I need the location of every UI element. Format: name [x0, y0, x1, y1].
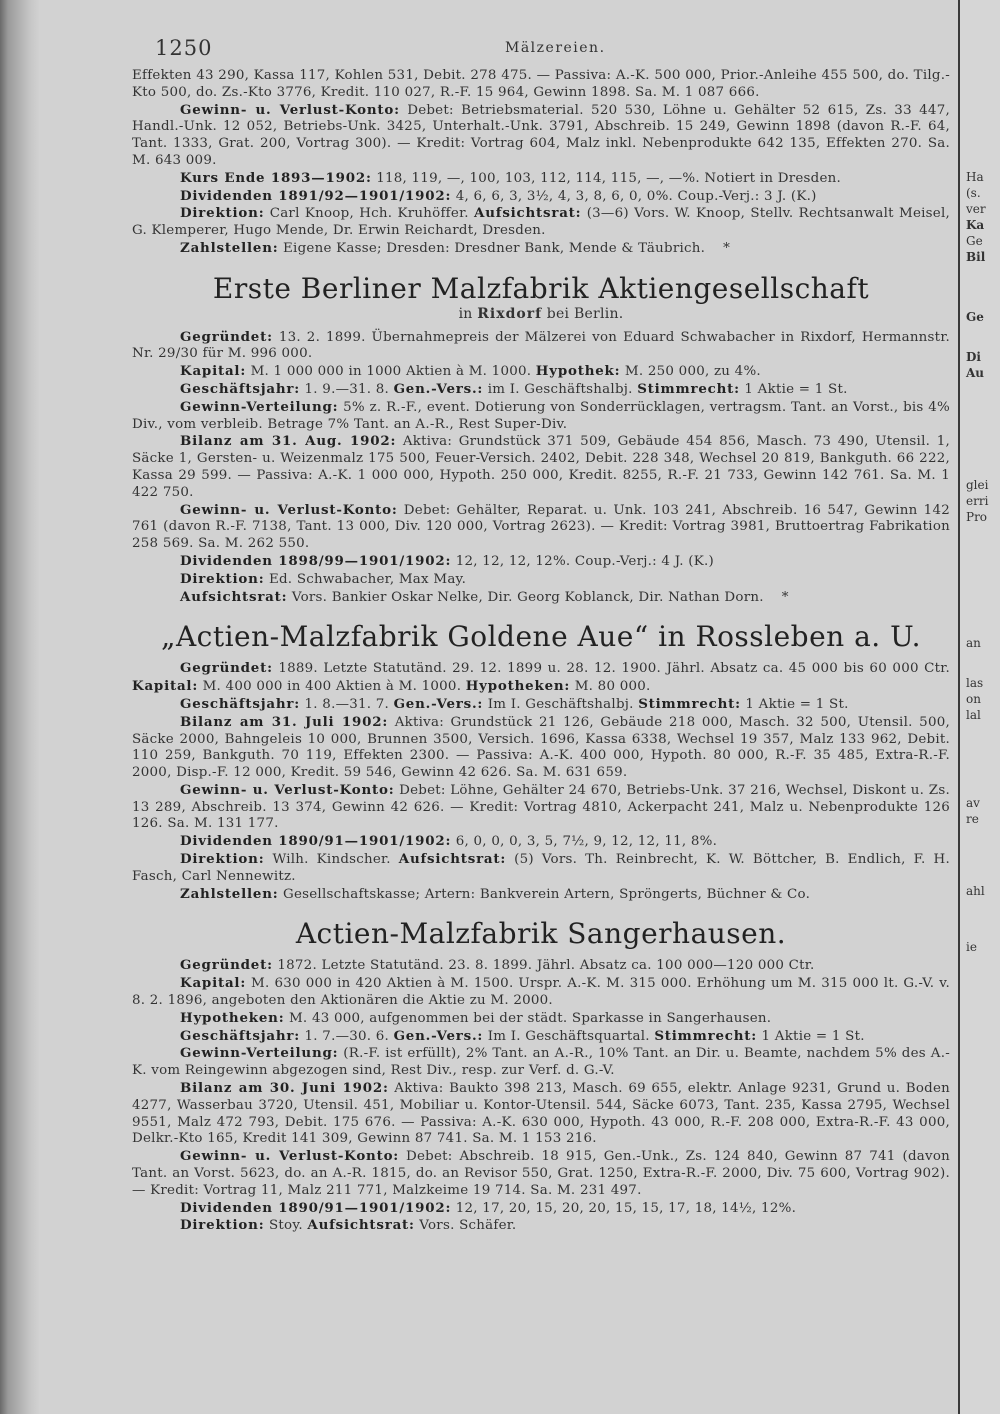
prev-entry-dir — [132, 205, 950, 240]
facing-fragment: glei — [966, 478, 989, 492]
entry3-gv-text: Im I. Geschäftsquartal. — [487, 1028, 650, 1044]
entry1-div-text: 12, 12, 12, 12%. Coup.-Verj.: 4 J. (K.) — [455, 553, 715, 569]
facing-fragment: Ha — [966, 170, 984, 184]
entry2-gegruendet-text: 1889. Letzte Statutänd. 29. 12. 1899 u. 28. 12. 1900. Jährl. Absatz ca. 45 000 bis 60 000 Ctr. — [278, 661, 950, 677]
entry1-gegruendet — [132, 329, 950, 364]
facing-fragment: Ge — [966, 310, 984, 324]
entry3-guv-text: Debet: Abschreib. 18 915, Gen.-Unk., Zs. 124 840, Gewinn 87 741 (davon Tant. an Vorst. 5623, do. an A.-R. 1815, do. an Revisor 550, Grat. 1250, Extra-R.-F. 2000, Div. 75 600, Vortrag 902). — Kredit: Vortrag 11, Malz 211 771, Malzkeime 19 714. Sa. M. 231 497. — [132, 1149, 951, 1198]
running-head: Mälzereien. — [505, 40, 606, 56]
page-gutter-shadow — [0, 0, 40, 1414]
label-gen-vers: Gen.-Vers.: — [393, 380, 484, 397]
facing-fragment: av — [966, 796, 980, 810]
entry3-hyp-text: M. 43 000, aufgenommen bei der städt. Sparkasse in Sangerhausen. — [288, 1010, 772, 1026]
entry2-gj-text: 1. 8.—31. 7. — [304, 696, 390, 712]
entry2-dir-text: Wilh. Kindscher. — [272, 852, 391, 868]
label-direktion: Direktion: — [180, 1217, 265, 1234]
label-gewinn-verlust: Gewinn- u. Verlust-Konto: — [180, 501, 398, 518]
prev-entry-balance: Effekten 43 290, Kassa 117, Kohlen 531, Debit. 278 475. — Passiva: A.-K. 500 000, Prior.-Anleihe 455 500, do. Tilg.-Kto 500, do. Zs.-Kto 3776, Kredit. 110 027, R.-F. 15 964, Gewinn 1898. Sa. M. 1 087 666. — [132, 68, 950, 100]
prev-entry-zs — [132, 240, 950, 258]
entry2-guv — [132, 782, 950, 833]
facing-fragment: Ka — [966, 218, 985, 232]
entry1-kapital-text: M. 1 000 000 in 1000 Aktien à M. 1000. — [250, 364, 532, 380]
facing-fragment: Ge — [966, 234, 983, 248]
label-gewinn-verlust: Gewinn- u. Verlust-Konto: — [180, 101, 400, 118]
facing-fragment: ver — [966, 202, 986, 216]
entry1-dividenden — [132, 553, 950, 571]
entry1-gvt-text: 5% z. R.-F., event. Dotierung von Sonderrücklagen, vertragsm. Tant. an Vorst., bis 4% Div., vom verbleib. Betrage 7% Tant. an A.-R., Rest Super-Div. — [132, 399, 950, 432]
entry3-gewinn-verteilung — [132, 1045, 950, 1080]
label-kapital: Kapital: — [180, 975, 247, 992]
label-bilanz: Bilanz am 30. Juni 1902: — [180, 1080, 389, 1097]
label-gewinn-verlust: Gewinn- u. Verlust-Konto: — [180, 1148, 400, 1165]
entry3-gegruendet-text: 1872. Letzte Statutänd. 23. 8. 1899. Jährl. Absatz ca. 100 000—120 000 Ctr. — [277, 958, 815, 974]
label-kapital: Kapital: — [132, 678, 199, 695]
facing-fragment: las — [966, 676, 984, 690]
entry1-ar-text: Vors. Bankier Oskar Nelke, Dir. Georg Koblanck, Dir. Nathan Dorn. — [291, 589, 764, 605]
entry2-dividenden — [132, 833, 950, 851]
entry3-div-text: 12, 17, 20, 15, 20, 20, 15, 15, 17, 18, 14½, 12%. — [455, 1200, 797, 1216]
prev-entry-div-text: 4, 6, 6, 3, 3½, 4, 3, 8, 6, 0, 0%. Coup.-Verj.: 3 J. (K.) — [455, 188, 817, 204]
label-geschaeftsjahr: Geschäftsjahr: — [180, 695, 300, 712]
label-zahlstellen: Zahlstellen: — [180, 885, 279, 902]
label-gewinn-verteilung: Gewinn-Verteilung: — [180, 398, 339, 415]
facing-fragment: Di — [966, 350, 981, 364]
facing-fragment: re — [966, 812, 979, 826]
prev-entry-div — [132, 188, 950, 206]
entry2-direktion — [132, 851, 950, 886]
facing-fragment: Au — [966, 366, 985, 380]
facing-fragment: (s. — [966, 186, 981, 200]
entry1-gj-text: 1. 9.—31. 8. — [304, 381, 390, 397]
facing-fragment: ahl — [966, 884, 985, 898]
entry3-bilanz-text: Aktiva: Baukto 398 213, Masch. 69 655, elektr. Anlage 9231, Grund u. Boden 4277, Wasserbau 3720, Utensil. 451, Mobiliar u. Kontor-Utensil. 544, Säcke 6073, Tant. 235, Kassa 2795, Wechsel 9551, Malz 472 793, Debit. 175 676. — Passiva: A.-K. 630 000, Hypoth. 43 000, R.-F. 208 000, Extra-R.-F. 43 000, Delkr.-Kto 165, Kredit 141 309, Gewinn 87 741. Sa. M. 1 153 216. — [132, 1081, 950, 1147]
label-aufsichtsrat: Aufsichtsrat: — [474, 205, 582, 222]
prev-entry-gv-text: Debet: Betriebsmaterial. 520 530, Löhne u. Gehälter 52 615, Zs. 33 447, Handl.-Unk. 12 052, Betriebs-Unk. 3425, Unterhalt.-Unk. 3791, Abschreib. 15 249, Gewinn 1898 (davon R.-F. 64, Tant. 1333, Grat. 200, Vortrag 300). — Kredit: Vortrag 604, Malz inkl. Nebenprodukte 642 135, Effekten 270. Sa. M. 643 009. — [132, 102, 950, 168]
prev-entry-kurs — [132, 170, 950, 188]
facing-fragment: an — [966, 636, 981, 650]
label-dividenden: Dividenden 1891/92—1901/1902: — [180, 187, 452, 204]
label-direktion: Direktion: — [180, 851, 265, 868]
label-direktion: Direktion: — [180, 205, 265, 222]
company-title: „Actien-Malzfabrik Goldene Aue“ in Rossleben a. U. — [160, 620, 922, 654]
prev-entry-gv — [132, 102, 950, 170]
company-location — [132, 306, 950, 323]
entry3-kapital — [132, 975, 950, 1010]
prev-entry-ar-text: (3—6) Vors. W. Knoop, Stellv. Rechtsanwalt Meisel, G. Klemperer, Hugo Mende, Dr. Erwin Reichardt, Dresden. — [132, 206, 951, 239]
facing-fragment: on — [966, 692, 981, 706]
label-hypotheken: Hypotheken: — [465, 678, 571, 695]
label-stimmrecht: Stimmrecht: — [654, 1027, 757, 1044]
prev-entry-dir-text: Carl Knoop, Hch. Kruhöffer. — [269, 206, 469, 222]
facing-page-edge — [958, 0, 1000, 1414]
label-gewinn-verlust: Gewinn- u. Verlust-Konto: — [180, 781, 395, 798]
entry1-kapital — [132, 363, 950, 381]
label-zahlstellen: Zahlstellen: — [180, 239, 279, 256]
location-suffix: bei Berlin. — [546, 305, 624, 322]
entry3-direktion — [132, 1217, 950, 1235]
entry2-gegruendet — [132, 660, 950, 696]
label-dividenden: Dividenden 1890/91—1901/1902: — [180, 833, 452, 850]
label-hypotheken: Hypotheken: — [180, 1009, 285, 1026]
label-stimmrecht: Stimmrecht: — [637, 380, 740, 397]
label-aufsichtsrat: Aufsichtsrat: — [307, 1217, 415, 1234]
prev-entry-zs-text: Eigene Kasse; Dresden: Dresdner Bank, Mende & Täubrich. — [283, 240, 706, 256]
label-gegruendet: Gegründet: — [180, 328, 273, 345]
entry-sangerhausen — [132, 917, 950, 1235]
entry2-st-text: 1 Aktie = 1 St. — [745, 696, 849, 712]
entry3-gvt-text: (R.-F. ist erfüllt), 2% Tant. an A.-R., 10% Tant. an Dir. u. Beamte, nachdem 5% des A.-K. vom Reingewinn abgezogen sind, Rest Div., resp. zur Verf. d. G.-V. — [132, 1046, 950, 1079]
entry3-hypotheken — [132, 1010, 950, 1028]
entry-erste-berliner — [132, 272, 950, 607]
entry3-dividenden — [132, 1200, 950, 1218]
entry2-bilanz — [132, 714, 950, 782]
label-dividenden: Dividenden 1890/91—1901/1902: — [180, 1199, 452, 1216]
entry3-bilanz — [132, 1080, 950, 1148]
entry3-st-text: 1 Aktie = 1 St. — [761, 1028, 865, 1044]
entry1-hypothek-text: M. 250 000, zu 4%. — [624, 364, 761, 380]
label-kapital: Kapital: — [180, 363, 247, 380]
prev-entry — [132, 68, 950, 258]
label-gegruendet: Gegründet: — [180, 660, 273, 677]
entry2-bilanz-text: Aktiva: Grundstück 21 126, Gebäude 218 000, Masch. 32 500, Utensil. 500, Säcke 2000, Bahngeleis 10 000, Brunnen 3500, Versich. 1696, Kassa 6338, Wechsel 19 357, Malz 133 962, Debit. 110 259, Bankguth. 70 119, Effekten 2300. — Passiva: A.-K. 400 000, Hypoth. 80 000, R.-F. 35 485, Extra-R.-F. 2000, Disp.-F. 12 000, Kredit. 59 546, Gewinn 42 626. Sa. M. 631 659. — [132, 714, 950, 781]
entry1-bilanz-text: Aktiva: Grundstück 371 509, Gebäude 454 856, Masch. 73 490, Utensil. 1, Säcke 1, Gersten- u. Weizenmalz 175 500, Feuer-Versich. 2402, Debit. 228 348, Wechsel 20 819, Bankguth. 66 222, Kassa 29 599. — Passiva: A.-K. 1 000 000, Hypoth. 250 000, Kredit. 8255, R.-F. 21 733, Gewinn 142 761. Sa. M. 1 422 750. — [132, 434, 950, 500]
facing-fragment: Pro — [966, 510, 988, 524]
label-hypothek: Hypothek: — [535, 363, 621, 380]
entry2-div-text: 6, 0, 0, 0, 3, 5, 7½, 9, 12, 12, 11, 8%. — [455, 834, 718, 850]
entry3-geschaeftsjahr — [132, 1028, 950, 1046]
entry2-zs-text: Gesellschaftskasse; Artern: Bankverein Artern, Spröngerts, Büchner & Co. — [283, 886, 811, 902]
label-stimmrecht: Stimmrecht: — [638, 695, 741, 712]
facing-fragment: erri — [966, 494, 989, 508]
label-bilanz: Bilanz am 31. Aug. 1902: — [180, 433, 397, 450]
entry1-aufsichtsrat — [132, 589, 950, 607]
entry2-geschaeftsjahr — [132, 696, 950, 714]
facing-fragment: ie — [966, 940, 977, 954]
entry1-guv-text: Debet: Gehälter, Reparat. u. Unk. 103 241, Abschreib. 16 547, Gewinn 142 761 (davon R.-F. 7138, Tant. 13 000, Div. 120 000, Vortrag 2623). — Kredit: Vortrag 3981, Bruttoertrag Fabrikation 258 569. Sa. M. 262 550. — [132, 502, 950, 552]
label-kurs: Kurs Ende 1893—1902: — [180, 169, 372, 186]
entry2-gv-text: Im I. Geschäftshalbj. — [487, 696, 634, 712]
entry1-direktion — [132, 571, 950, 589]
label-gegruendet: Gegründet: — [180, 957, 273, 974]
entry3-ar-text: Vors. Schäfer. — [419, 1218, 517, 1234]
entry1-gegruendet-text: 13. 2. 1899. Übernahmepreis der Mälzerei von Eduard Schwabacher in Rixdorf, Hermannstr. Nr. 29/30 für M. 996 000. — [132, 329, 950, 362]
label-gen-vers: Gen.-Vers.: — [393, 1027, 484, 1044]
label-aufsichtsrat: Aufsichtsrat: — [398, 851, 507, 868]
company-title: Actien-Malzfabrik Sangerhausen. — [295, 917, 787, 951]
entry2-kapital-text: M. 400 000 in 400 Aktien à M. 1000. — [202, 679, 462, 695]
label-geschaeftsjahr: Geschäftsjahr: — [180, 380, 300, 397]
label-dividenden: Dividenden 1898/99—1901/1902: — [180, 552, 452, 569]
entry-end-star: * — [723, 240, 731, 256]
entry3-gegruendet — [132, 957, 950, 975]
entry3-guv — [132, 1148, 950, 1199]
location-prefix: in — [458, 305, 473, 322]
entry1-gewinn-verteilung — [132, 399, 950, 434]
entry-end-star: * — [781, 589, 789, 605]
entry1-gv-text: im I. Geschäftshalbj. — [487, 381, 633, 397]
entry2-hyp-text: M. 80 000. — [574, 679, 651, 695]
entry-goldene-aue — [132, 620, 950, 903]
label-aufsichtsrat: Aufsichtsrat: — [180, 588, 288, 605]
page-number: 1250 — [155, 36, 213, 60]
entry1-guv — [132, 502, 950, 553]
page-body — [132, 68, 950, 1235]
label-gen-vers: Gen.-Vers.: — [393, 695, 484, 712]
label-direktion: Direktion: — [180, 570, 265, 587]
entry2-zahlstellen — [132, 886, 950, 904]
entry1-dir-text: Ed. Schwabacher, Max May. — [268, 571, 467, 587]
company-title: Erste Berliner Malzfabrik Aktiengesellschaft — [212, 271, 870, 305]
entry1-bilanz — [132, 433, 950, 501]
label-bilanz: Bilanz am 31. Juli 1902: — [180, 713, 389, 730]
prev-entry-kurs-text: 118, 119, —, 100, 103, 112, 114, 115, —, —%. Notiert in Dresden. — [376, 170, 842, 186]
label-geschaeftsjahr: Geschäftsjahr: — [180, 1027, 300, 1044]
entry3-gj-text: 1. 7.—30. 6. — [304, 1028, 390, 1044]
entry3-dir-text: Stoy. — [268, 1218, 303, 1234]
entry3-kapital-text: M. 630 000 in 420 Aktien à M. 1500. Urspr. A.-K. M. 315 000. Erhöhung um M. 315 000 lt. G.-V. v. 8. 2. 1896, angeboten den Aktionären die Aktie zu M. 2000. — [132, 976, 950, 1009]
entry1-geschaeftsjahr — [132, 381, 950, 399]
location-place: Rixdorf — [477, 305, 543, 322]
label-gewinn-verteilung: Gewinn-Verteilung: — [180, 1045, 339, 1062]
entry1-st-text: 1 Aktie = 1 St. — [744, 381, 848, 397]
entry2-guv-text: Debet: Löhne, Gehälter 24 670, Betriebs-Unk. 37 216, Wechsel, Diskont u. Zs. 13 289, Abschreib. 13 374, Gewinn 42 626. — Kredit: Vortrag 4810, Ackerpacht 241, Malz u. Nebenprodukte 126 126. Sa. M. 131 177. — [132, 782, 950, 832]
facing-fragment: lal — [966, 708, 981, 722]
facing-fragment: Bil — [966, 250, 986, 264]
entry2-ar-text: (5) Vors. Th. Reinbrecht, K. W. Böttcher, B. Endlich, F. H. Fasch, Carl Nennewitz. — [132, 852, 950, 884]
